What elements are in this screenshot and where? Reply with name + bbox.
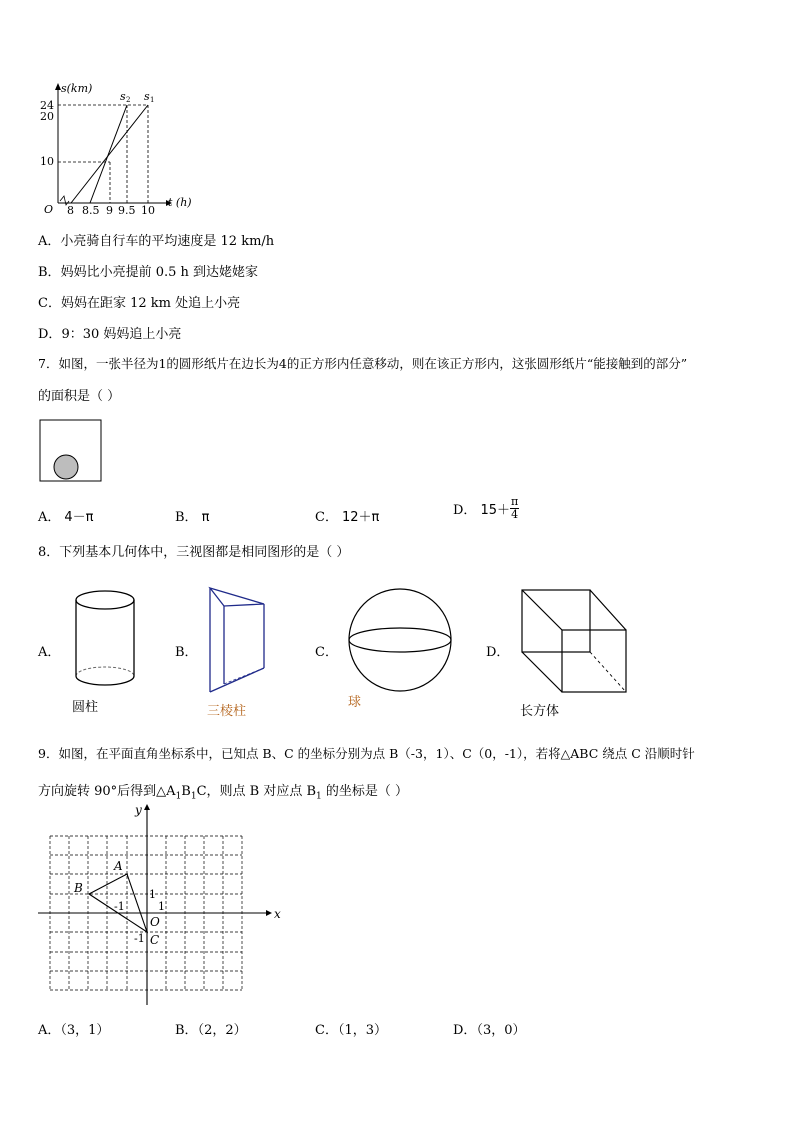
q7-stem-line2: 的面积是（ ） (38, 389, 121, 404)
y-axis-label: s(km) (61, 82, 93, 95)
caption-triangular-prism: 三棱柱 (207, 704, 247, 719)
q7-option-b (175, 506, 209, 525)
x-axis-label: t (h) (168, 196, 192, 209)
option-key: A． (38, 1023, 61, 1038)
x-tick-9: 9 (106, 204, 113, 217)
q6-option-d (38, 323, 181, 342)
option-key: B． (38, 265, 61, 280)
q8-option-c-key: C． (315, 645, 338, 660)
x-tick-8-5: 8.5 (82, 204, 100, 217)
y-axis-label: y (135, 803, 142, 817)
s1-label: s (144, 90, 150, 103)
option-key: D． (38, 327, 62, 342)
option-key: C． (38, 296, 61, 311)
q6-option-b (38, 261, 258, 280)
x-tick-8: 8 (67, 204, 74, 217)
option-key: C． (315, 1023, 338, 1038)
q6-option-a (38, 230, 274, 249)
option-text: 妈妈在距家 12 km 处追上小亮 (60, 296, 241, 311)
triangular-prism-figure (204, 584, 270, 696)
cylinder-figure (70, 588, 140, 688)
option-text: （3，1） (60, 1023, 110, 1038)
x-tick-neg1: -1 (114, 900, 125, 913)
option-text: （3，0） (476, 1023, 526, 1038)
option-text: 妈妈比小亮提前 0.5 h 到达姥姥家 (60, 265, 259, 280)
point-a-label: A (114, 859, 123, 873)
option-key: A． (38, 510, 61, 525)
option-text: π (201, 510, 210, 525)
x-axis-label: x (274, 907, 281, 921)
caption-cylinder: 圆柱 (72, 700, 99, 715)
subscript: 1 (175, 791, 182, 802)
option-text: 小亮骑自行车的平均速度是 12 km/h (60, 234, 275, 249)
subscript: 1 (316, 791, 322, 802)
stem-text: 方向旋转 90°后得到△A (38, 784, 176, 799)
q9-option-a (38, 1019, 109, 1038)
q8-option-d-key: D． (486, 645, 510, 660)
x-tick-10: 10 (141, 204, 155, 217)
option-key: D． (453, 503, 477, 518)
y-tick-20: 20 (40, 110, 54, 123)
s1-subscript: 1 (150, 96, 155, 104)
origin-label: O (150, 915, 160, 929)
option-key: B． (175, 510, 198, 525)
q8-option-b-key: B． (175, 645, 198, 660)
q9-stem-line1: 9．如图，在平面直角坐标系中，已知点 B、C 的坐标分别为点 B（-3，1）、C（0，-1），若将△ABC 绕点 C 沿顺时针 (38, 746, 695, 761)
option-key: A． (38, 234, 61, 249)
q7-stem-line1: 7．如图，一张半径为1的圆形纸片在边长为4的正方形内任意移动，则在该正方形内，这张圆形纸片“能接触到的部分” (38, 356, 688, 371)
s2-label: s (120, 90, 126, 103)
q7-option-d (453, 496, 519, 521)
coordinate-grid-figure (34, 800, 284, 1010)
caption-sphere: 球 (348, 695, 362, 710)
fraction-numerator: π (510, 495, 519, 508)
option-key: D． (453, 1023, 477, 1038)
option-key: B． (175, 1023, 198, 1038)
y-tick-1: 1 (149, 888, 156, 901)
q7-option-a (38, 506, 94, 525)
stem-text: 的坐标是（ ） (321, 784, 409, 799)
option-text: （2，2） (197, 1023, 247, 1038)
stem-text: C，则点 B 对应点 B (196, 784, 317, 799)
s2-subscript: 2 (126, 96, 131, 104)
q6-option-c (38, 292, 240, 311)
option-text: 4－π (64, 510, 94, 525)
x-tick-1: 1 (158, 900, 165, 913)
q8-stem: 8．下列基本几何体中，三视图都是相同图形的是（ ） (38, 545, 350, 560)
option-text: 12＋π (341, 510, 380, 525)
q9-option-c (315, 1019, 387, 1038)
fraction (510, 496, 519, 521)
point-c-label: C (150, 933, 160, 947)
q8-option-a-key: A． (38, 645, 61, 660)
q9-stem-line2 (38, 780, 408, 802)
option-text: （1，3） (337, 1023, 387, 1038)
cuboid-figure (518, 586, 630, 696)
y-tick-24: 24 (40, 99, 54, 112)
distance-time-graph (38, 78, 192, 218)
q7-option-c (315, 506, 379, 525)
y-tick-10: 10 (40, 155, 54, 168)
stem-text: B (181, 784, 191, 799)
option-text: 15＋ (480, 503, 510, 518)
x-tick-9-5: 9.5 (118, 204, 136, 217)
y-tick-neg1: -1 (134, 932, 145, 945)
q9-option-b (175, 1019, 247, 1038)
subscript: 1 (190, 791, 197, 802)
origin-label: O (44, 203, 54, 216)
sphere-figure (346, 586, 454, 694)
q9-option-d (453, 1019, 525, 1038)
fraction-denominator: 4 (511, 508, 519, 521)
point-b-label: B (74, 881, 83, 895)
square-with-circle-figure (38, 418, 104, 484)
option-text: 9：30 妈妈追上小亮 (61, 327, 182, 342)
caption-cuboid: 长方体 (520, 704, 560, 719)
option-key: C． (315, 510, 338, 525)
